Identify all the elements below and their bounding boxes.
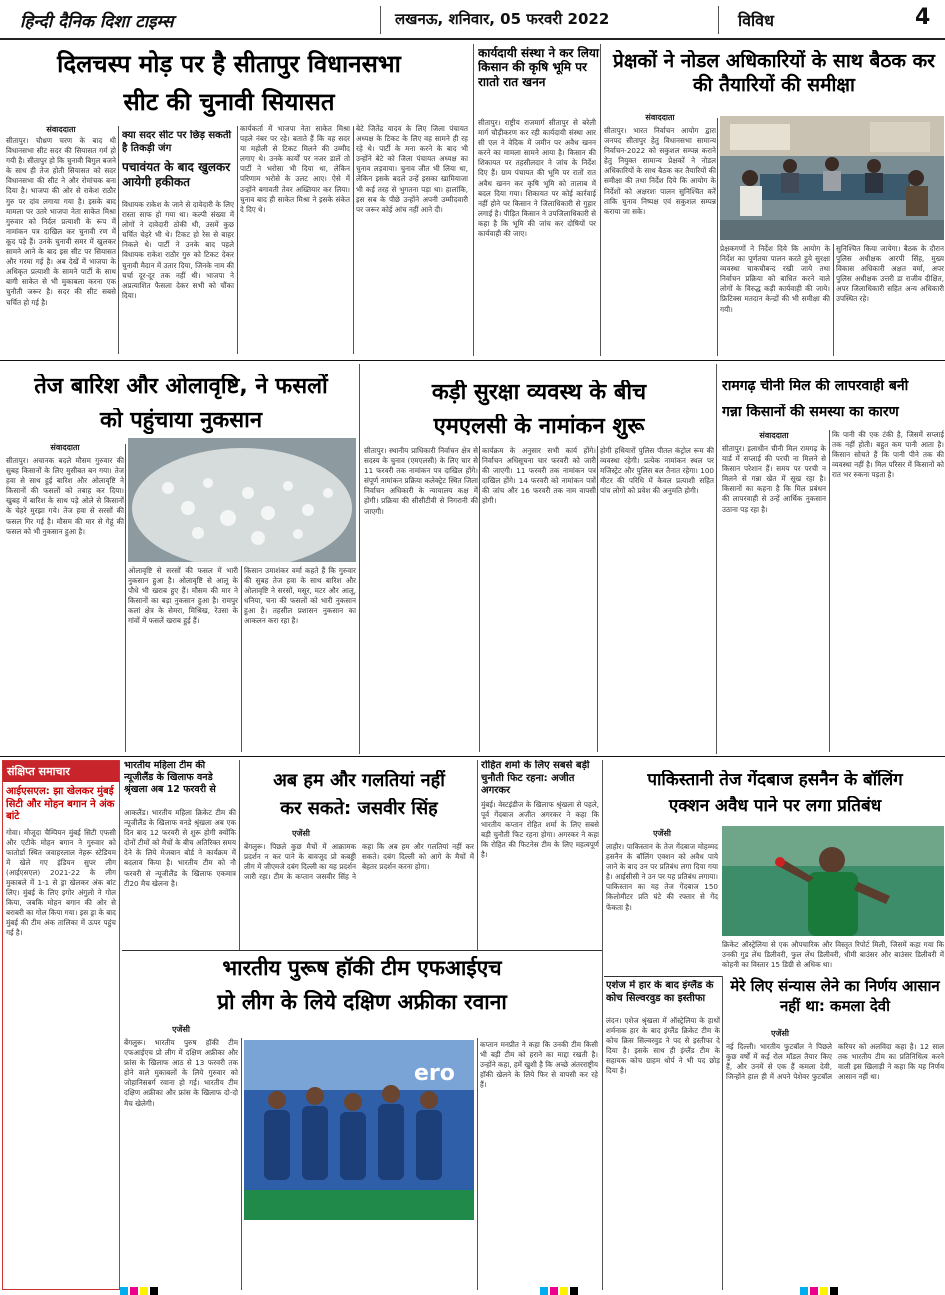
kamla-byline: एजेंसी: [771, 1029, 789, 1038]
paper-name: हिन्दी दैनिक दिशा टाइम्स: [20, 12, 174, 32]
hasnain-headline-1: पाकिस्तानी तेज गेंदबाज हसनैन के बॉलिंग: [647, 770, 903, 790]
mlc-headline-2: एमएलसी के नामांकन शुरू: [433, 414, 645, 439]
svg-text:ero: ero: [414, 1061, 455, 1086]
sitapur-body-3: कार्यकर्ता में भाजपा नेता साकेत मिश्रा पहले नंबर पर रहे। बताते हैं कि वह सदर या महोली से टिकट मिलने की उम्मीद लगाए थे। उनके कार्यों पर नजर डालें तो पार्टी ने भरोसा भी दिया था, लेकिन परिणाम भरोसे के उलट आए। ऐसे में उन्होंने बगावती तेवर अख्तियार कर लिया। चुनाव बाद ही साकेत मिश्रा ने इसके संकेत दे दिए थे।: [240, 124, 350, 214]
hockey-byline: एजेंसी: [172, 1025, 190, 1034]
brief-news-box: [2, 760, 120, 1290]
kamla-headline: मेरे लिए संन्यास लेने का निर्णय आसान नहीं था: कमला देवी: [730, 977, 940, 1016]
page-number: 4: [915, 5, 931, 30]
ramgarh-headline-2: गन्ना किसानों की समस्या का कारण: [722, 404, 899, 420]
mlc-body-3: होगी हथियारों पुलिस पीतल कंट्रोल रूम की व्यवस्था रहेगी। प्रत्येक नामांकन स्थल पर मजिस्ट्रेट और पुलिस बल तैनात रहेगा। 100 मीटर की परिधि में केवल प्रत्याशी सहित पांच लोगों को प्रवेश की अनुमति होगी।: [600, 446, 714, 496]
brief-news-body: गोवा। मौजूदा चैम्पियन मुंबई सिटी एफसी और एटीके मोहन बगान ने गुरुवार को फातोर्डा स्थित जवाहरलाल नेहरू स्टेडियम में खेले गए इंडियन सुपर लीग (आईएसएल) 2021-22 के लीग मुकाबले में 1-1 से ड्रा खेलकर अंक बांट लिए। मुंबई के लिए इगोर अंगुलो ने गोल किया, जबकि मोहन बगान की ओर से बराबरी का गोल किया गया। इस ड्रा के बाद मुंबई की टीम अंक तालिका में ऊपर पहुंच गई है।: [6, 827, 116, 938]
mlc-body-2: कार्यक्रम के अनुसार सभी कार्य होंगे। निर्वाचन अधिसूचना चार फरवरी को जारी की जाएगी। 11 फरवरी तक नामांकन पत्र दाखिल होंगे। 14 फरवरी को नामांकन पत्रों की जांच और 16 फरवरी तक नाम वापसी होगी।: [482, 446, 596, 506]
prekshak-body-3: सुनिश्चित किया जायेगा। बैठक के दौरान पुलिस अधीक्षक आरपी सिंह, मुख्य विकास अधिकारी अक्षत वर्मा, अपर पुलिस अधीक्षक उत्तरी डा राजीव दीक्षित, अपर जिलाधिकारी सहित अन्य अधिकारी उपस्थित रहे।: [836, 244, 944, 304]
rohit-body: मुंबई। वेस्टइंडीज के खिलाफ श्रृंखला से पहले, पूर्व गेंदबाज अजीत अगरकर ने कहा कि भारतीय कप्तान रोहित शर्मा के लिए सबसे बड़ी चुनौती फिट रहना होगा। अगरकर ने कहा कि रोहित की फिटनेस टीम के लिए महत्वपूर्ण है।: [481, 800, 599, 860]
barish-headline-2: को पहुंचाया नुकसान: [99, 408, 263, 433]
england-coach-headline: एशेज में हार के बाद इंग्लैंड के कोच सिल्वरवुड का इस्तीफा: [606, 980, 714, 1004]
hasnain-body: लाहौर। पाकिस्तान के तेज गेंदबाज मोहम्मद हसनैन के बॉलिंग एक्शन को अवैध पाये जाने के बाद उन पर प्रतिबंध लगा दिया गया है। आईसीसी ने उन पर यह प्रतिबंध लगाया। पाकिस्तान का यह तेज गेंदबाज 150 किलोमीटर प्रति घंटे की रफ्तार से गेंद फेंकता है।: [606, 842, 718, 912]
hockey-body-2: कप्तान मनप्रीत ने कहा कि उनकी टीम किसी भी बड़ी टीम को हराने का माद्दा रखती है। उन्होंने कहा, हमें खुशी है कि अच्छे अंतरराष्ट्रीय हॉकी खेलने के लिये फिर से वापसी कर रहे हैं।: [480, 1040, 598, 1090]
section-name: विविध: [738, 11, 774, 30]
hasnain-photo: [722, 826, 944, 936]
kamla-body: नई दिल्ली। भारतीय फुटबॉल ने पिछले कुछ वर्षों में कई रोल मॉडल तैयार किए हैं, और उनमें से एक हैं कमला देवी, जिन्होंने हाल ही में अपने पेशेवर फुटबॉल करियर को अलविदा कहा है। 12 साल तक भारतीय टीम का प्रतिनिधित्व करने वाली इस खिलाड़ी ने कहा कि यह निर्णय आसान नहीं था।: [726, 1042, 944, 1082]
hasnain-body-2: क्रिकेट ऑस्ट्रेलिया से एक औपचारिक और विस्तृत रिपोर्ट मिली, जिसमें कहा गया कि उनकी गुड लेंथ डिलीवरी, फुल लेंथ डिलीवरी, धीमी बाउंसर और बाउंसर डिलीवरी में कोहनी का विस्तार 15 डिग्री से अधिक था।: [722, 940, 944, 970]
ramgarh-body-1: सीतापुर। इलाधीन चीनी मिल रामगढ़ के यार्ड में सप्लाई की परची ना मिलने से किसान परेशान हैं। समय पर परची न मिलने से गन्ना खेत में सूख रहा है। किसानों का कहना है कि मिल प्रबंधन की लापरवाही से उन्हें आर्थिक नुकसान उठाना पड़ रहा है।: [722, 444, 826, 514]
hasnain-byline: एजेंसी: [653, 829, 671, 838]
barish-headline-1: तेज बारिश और ओलावृष्टि, ने फसलों: [34, 374, 328, 399]
england-coach-body: लंदन। एशेज श्रृंखला में ऑस्ट्रेलिया के हाथों शर्मनाक हार के बाद इंग्लैंड क्रिकेट टीम के कोच क्रिस सिल्वरवुड ने पद से इस्तीफा दे दिया है। इसके साथ ही इंग्लैंड टीम के सहायक कोच ग्राहम थोर्प ने भी पद छोड़ दिया है।: [606, 1016, 720, 1076]
jaswir-byline: एजेंसी: [292, 829, 310, 838]
barish-body-3: किसान उमाशंकर वर्मा कहते हैं कि गुरुवार की सुबह तेज हवा के साथ बारिश और ओलावृष्टि ने सरसों, मसूर, मटर और आलू, धनिया, चना की फसलों को भारी नुकसान हुआ है। तहसील प्रशासन नुकसान का आकलन करा रहा है।: [244, 566, 356, 626]
print-color-bar: [0, 1287, 945, 1295]
brief-news-subhead: आईएसएल: झा खेलकर मुंबई सिटी और मोहन बगान ने अंक बांटे: [6, 786, 115, 822]
meeting-photo: [720, 116, 944, 240]
barish-body-2: ओलावृष्टि से सरसों की फसल में भारी नुकसान हुआ है। ओलावृष्टि से आलू के पौधे भी खराब हुए हैं। मौसम की मार ने किसानों का बड़ा नुकसान हुआ है। रामपुर कलां क्षेत्र के सेमरा, मिश्रिख, रेउसा के गांवों में फसलें खराब हुई हैं।: [128, 566, 238, 626]
brief-news-header: संक्षिप्त समाचार: [3, 761, 119, 782]
jaswir-headline-2: कर सकते: जसवीर सिंह: [280, 798, 438, 819]
sitapur-subhead-2: पचावंयत के बाद खुलकर आयेगी हकीकत: [122, 160, 231, 189]
sitapur-headline-1: दिलचस्प मोड़ पर है सीतापुर विधानसभा: [57, 50, 401, 78]
ramgarh-body-2: कि पानी की एक टंकी है, जिसमें सप्लाई तक नहीं होती। बहुत कम पानी आता है। किसान सोचते हैं कि पानी पीने तक की व्यवस्था नहीं है। मिल परिसर में किसानों को रात भर रुकना पड़ता है।: [832, 430, 944, 480]
prekshak-body-1: सीतापुर। भारत निर्वाचन आयोग द्वारा जनपद सीतापुर हेतु विधानसभा सामान्य निर्वाचन-2022 को सकुशल सम्पन्न कराने हेतु नियुक्त सामान्य प्रेक्षकों ने नोडल अधिकारियों के साथ बैठक कर तैयारियों की समीक्षा की तथा निर्देश दिये कि आयोग के निर्देशों को अक्षरशः पालन सुनिश्चित करें ताकि चुनाव निष्पक्ष एवं सकुशल सम्पन्न कराया जा सके।: [604, 126, 716, 216]
sitapur-body-2: विधायक राकेश के जाने से दावेदारी के लिए रास्ता साफ हो गया था। कल्पी संख्या में लोगों ने दावेदारी ठोकी थी, उसमें कुछ चर्चित चेहरे भी थे। टिकट हो रेस से बाहर निकले थे। पार्टी ने उनके बाद पहले विधायक राकेश राठौर गुरु को टिकट देकर चुनावी मैदान में उतार दिया, जिनके नाम की चर्चा दूर-दूर तक नहीं थी। भाजपा ने अप्रत्याशित फैसला देकर सभी को चौंका दिया।: [122, 200, 234, 300]
ramgarh-byline: संवाददाता: [759, 431, 789, 440]
hasnain-headline-2: एक्शन अवैध पाने पर लगा प्रतिबंध: [668, 796, 882, 816]
sitapur-body-4: बेटे जितेंद्र यादव के लिए जिला पंचायत अध्यक्ष के टिकट के लिए वह सामने ही रह रहे थे। पार्टी के मना करने के बाद भी उन्होंने बेटे को जिला पंचायत अध्यक्ष का चुनाव लड़वाया। चुनाव जीत भी लिया था, लेकिन इसके बदले उन्हें इसका खामियाजा भी कई तरह से भुगतना पड़ा था। हालांकि, इस सब के पीछे उन्होंने अपनी उम्मीदवारी पर जरूर कोई आंच नहीं आने दी।: [356, 124, 468, 214]
karyadayi-headline: कार्यदायी संस्था ने कर लिया किसान की कृषि भूमि पर राातो रात खनन: [478, 46, 599, 89]
prekshak-headline: प्रेक्षकों ने नोडल अधिकारियों के साथ बैठक कर की तैयारियों की समीक्षा: [613, 50, 935, 96]
sitapur-body-1: सीतापुर। चौथ्रण चरण के बाद थी विधानसभा सीट सदर की सियासत गर्म हो गयी है। सीतापुर हो कि चुनावी बिगुल बजने के साथ ही तेज होती सियासत को सदर विधानसभा की सीट ने और रोमांचक बना दिया है। भाजपा की ओर से राकेश राठौर गुरु पर दांव लगाया गया है। इसके बाद मामला पर उतरे भाजपा नेता साकेत मिश्रा गुरुवार को निर्दल प्रत्याशी के रूप में नामांकन पत्र दाखिल कर चुनावी रण में कूद पड़े हैं। उनके चुनावी समर में खुलकर सामने आने के बाद इस सीट पर सियासत और गरमा गई है। अब देखें में भाजपा के अधिकृत प्रत्याशी के सामने पार्टी के साथ बागी साकेत से भी मुकाबला करना एक चुनौती जरूर है। सदर की सीट सबसे चर्चित हो गई है।: [6, 136, 116, 307]
hockey-body: बेंगलुरू। भारतीय पुरुष हॉकी टीम एफआईएच प्रो लीग में दक्षिण अफ्रीका और फ्रांस के खिलाफ आठ से 13 फरवरी तक होने वाले मुकाबलों के लिये गुरुवार को जोहानिसबर्ग रवाना हो गई। भारतीय टीम दक्षिण अफ्रीका और फ्रांस के खिलाफ दो-दो मैच खेलेगी।: [124, 1038, 238, 1108]
prekshak-body-2: प्रेक्षकगणों ने निर्देश दिये कि आयोग के निर्देश का पूर्णतया पालन करते हुये सुरक्षा व्यवस्था चाकचौबन्द रखी जाये तथा निर्वाचन प्रक्रिया को बाधित करने वाले लोगों के विरुद्ध कड़ी कार्यवाही की जाये। फ्रिटिक्स मतदान केन्द्रों की भी समीक्षा की गयी।: [720, 244, 830, 314]
mlc-body-1: सीतापुर। स्थानीय प्राधिकारी निर्वाचन क्षेत्र से सदस्य के चुनाव (एमएलसी) के लिए चार से 11 फरवरी तक नामांकन पत्र दाखिल होंगे। संपूर्ण नामांकन प्रक्रिया कलेक्ट्रेट स्थित जिला निर्वाचन अधिकारी के न्यायालय कक्ष में होगी। प्रक्रिया की सीसीटीवी से निगरानी की जाएगी।: [364, 446, 478, 516]
women-cricket-body: आकलैंड। भारतीय महिला क्रिकेट टीम की न्यूजीलैंड के खिलाफ वनडे श्रृंखला अब एक दिन बाद 12 फरवरी से शुरू होगी क्योंकि दोनों टीमों को मैचों के बीच अतिरिक्त समय देने के लिये मेजबान बोर्ड ने कार्यक्रम में बदलाव किया है। भारतीय टीम को नौ फरवरी से न्यूजीलैंड के खिलाफ एकमात्र टी20 मैच खेलना है।: [124, 808, 236, 888]
masthead: [0, 0, 945, 40]
sitapur-byline: संवाददाता: [46, 125, 76, 134]
prekshak-byline: संवाददाता: [645, 113, 675, 122]
jaswir-headline-1: अब हम और गलतियां नहीं: [273, 770, 445, 791]
hockey-team-photo: [244, 1040, 474, 1220]
ramgarh-headline-1: रामगढ़ चीनी मिल की लापरवाही बनी: [722, 378, 909, 394]
hockey-headline-1: भारतीय पुरूष हॉकी टीम एफआईएच: [222, 956, 502, 980]
dateline: लखनऊ, शनिवार, 05 फरवरी 2022: [395, 10, 610, 28]
mlc-headline-1: कड़ी सुरक्षा व्यवस्थ के बीच: [431, 380, 647, 405]
hailstones-photo: [128, 438, 356, 562]
rohit-headline: रोहित शर्मा के लिए सबसे बड़ी चुनौती फिट रहना: अजीत अगरकर: [481, 760, 590, 796]
sitapur-subhead-1: क्या सदर सीट पर छिड़ सकती है तिकड़ी जंग: [122, 130, 232, 154]
jaswir-body: बेंगलुरू। पिछले कुछ मैचों में आक्रामक प्रदर्शन न कर पाने के बावजूद प्रो कबड्डी लीग में जीएमजे दबंग दिल्ली का यह प्रदर्शन जारी रहा। टीम के कप्तान जसवीर सिंह ने कहा कि अब हम और गलतियां नहीं कर सकते। दबंग दिल्ली को आगे के मैचों में बेहतर प्रदर्शन करना होगा।: [244, 842, 474, 882]
karyadayi-body: सीतापुर। राष्ट्रीय राजमार्ग सीतापुर से बरेली मार्ग चौड़ीकरण कर रही कार्यदायी संस्था आर सी एल ने वेदिक में जमीन पर अवैध खनन करने का मामला सामने आया है। किसान की शिकायत पर तहसीलदार ने जांच के निर्देश दिए हैं। ग्राम पंचायत की भूमि पर रातों रात अवैध खनन कर कृषि भूमि को तालाब में बदल दिया गया। शिकायत पर कोई कार्रवाई नहीं होने पर किसान ने जिलाधिकारी से गुहार लगाई है। पीड़ित किसान ने उपजिलाधिकारी से कहा है कि भूमि की जांच कर दोषियों पर कार्यवाही की जाए।: [478, 118, 596, 239]
barish-byline: संवाददाता: [50, 443, 80, 452]
sitapur-headline-2: सीट की चुनावी सियासत: [123, 88, 335, 116]
hockey-headline-2: प्रो लीग के लिये दक्षिण अफ्रीका रवाना: [217, 990, 507, 1014]
barish-body-1: सीतापुर। अचानक बदले मौसम गुरुवार की सुबह किसानों के लिए मुसीबत बन गया। तेज हवा से साथ हुई बारिश और ओलावृष्टि ने किसानों की फसलों को तबाह कर दिया। खुबह में बारिश के साथ पड़े ओले से किसानों के चेहरे मुरझा गये। तेज हवा से सरसों की फसल गिर गई है। मौसम की मार से गेहूं की फसल को भी नुकसान हुआ है।: [6, 456, 124, 536]
women-cricket-headline: भारतीय महिला टीम की न्यूजीलैंड के खिलाफ वनडे श्रृंखला अब 12 फरवरी से: [124, 760, 216, 795]
